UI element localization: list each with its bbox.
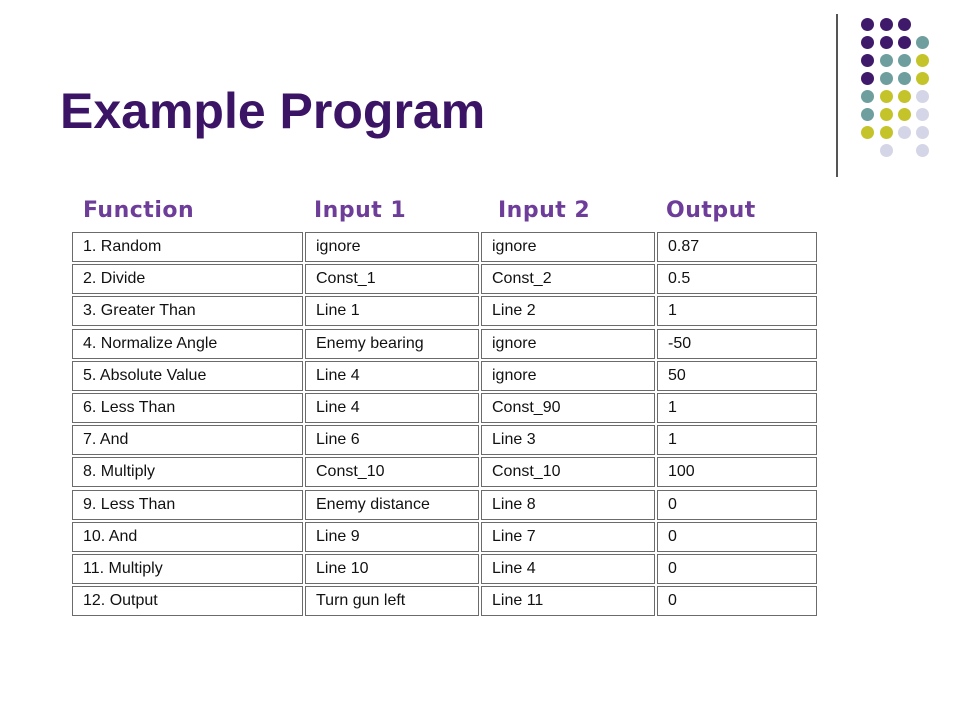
input-1-cell: Line 6 [305,425,479,455]
table-row [0,490,960,522]
input-2-cell: Line 8 [481,490,655,520]
input-2-cell: Line 4 [481,554,655,584]
header-function: Function [83,198,195,223]
column-headers [0,198,960,228]
output-cell: 0 [657,586,817,616]
decorative-dot [898,72,911,85]
decorative-dot [916,126,929,139]
input-2-cell: Const_2 [481,264,655,294]
function-cell: 4. Normalize Angle [72,329,303,359]
table-row [0,264,960,296]
input-2-cell: ignore [481,232,655,262]
input-2-cell: Line 11 [481,586,655,616]
decorative-dot [916,90,929,103]
decorative-dot [861,18,874,31]
output-cell: -50 [657,329,817,359]
input-1-cell: Enemy distance [305,490,479,520]
output-cell: 1 [657,393,817,423]
input-2-cell: Line 2 [481,296,655,326]
output-cell: 0.5 [657,264,817,294]
decorative-dot [880,90,893,103]
decorative-dot [861,36,874,49]
decorative-dot [916,108,929,121]
header-output: Output [666,198,756,223]
function-cell: 7. And [72,425,303,455]
function-cell: 12. Output [72,586,303,616]
decorative-dot [861,126,874,139]
decorative-dot [898,90,911,103]
input-1-cell: Line 10 [305,554,479,584]
output-cell: 0 [657,554,817,584]
input-2-cell: Line 7 [481,522,655,552]
function-cell: 3. Greater Than [72,296,303,326]
decorative-dot [898,108,911,121]
input-1-cell: ignore [305,232,479,262]
input-1-cell: Line 4 [305,393,479,423]
decorative-dot [916,144,929,157]
slide-title: Example Program [60,83,486,139]
decorative-dot [916,54,929,67]
table-row [0,329,960,361]
input-1-cell: Line 4 [305,361,479,391]
input-1-cell: Turn gun left [305,586,479,616]
header-input-2: Input 2 [498,198,591,223]
decorative-dot [880,36,893,49]
input-1-cell: Line 9 [305,522,479,552]
output-cell: 50 [657,361,817,391]
output-cell: 100 [657,457,817,487]
function-cell: 11. Multiply [72,554,303,584]
decorative-dot [880,72,893,85]
function-cell: 6. Less Than [72,393,303,423]
decorative-dot [898,126,911,139]
table-row [0,522,960,554]
table-row [0,393,960,425]
decorative-dot [861,54,874,67]
decorative-dot [880,144,893,157]
decorative-dot [898,18,911,31]
output-cell: 0 [657,522,817,552]
input-2-cell: Const_90 [481,393,655,423]
input-2-cell: Line 3 [481,425,655,455]
table-row [0,232,960,264]
input-1-cell: Line 1 [305,296,479,326]
input-2-cell: ignore [481,329,655,359]
function-cell: 1. Random [72,232,303,262]
function-cell: 5. Absolute Value [72,361,303,391]
decorative-dot [861,72,874,85]
table-row [0,425,960,457]
decorative-dot [898,54,911,67]
table-row [0,554,960,586]
table-row [0,296,960,328]
function-cell: 8. Multiply [72,457,303,487]
output-cell: 0 [657,490,817,520]
table-row [0,586,960,618]
output-cell: 0.87 [657,232,817,262]
input-1-cell: Const_10 [305,457,479,487]
decorative-divider-line [836,14,838,177]
decorative-dot [916,36,929,49]
table-row [0,361,960,393]
function-cell: 2. Divide [72,264,303,294]
input-1-cell: Const_1 [305,264,479,294]
decorative-dot [861,90,874,103]
program-table [0,232,960,618]
decorative-dot [880,54,893,67]
header-input-1: Input 1 [314,198,407,223]
function-cell: 10. And [72,522,303,552]
decorative-dot [880,126,893,139]
input-2-cell: Const_10 [481,457,655,487]
decorative-dot [880,108,893,121]
decorative-dot [861,108,874,121]
function-cell: 9. Less Than [72,490,303,520]
decorative-dot [880,18,893,31]
input-2-cell: ignore [481,361,655,391]
output-cell: 1 [657,425,817,455]
table-row [0,457,960,489]
input-1-cell: Enemy bearing [305,329,479,359]
output-cell: 1 [657,296,817,326]
decorative-dot [898,36,911,49]
decorative-dot [916,72,929,85]
